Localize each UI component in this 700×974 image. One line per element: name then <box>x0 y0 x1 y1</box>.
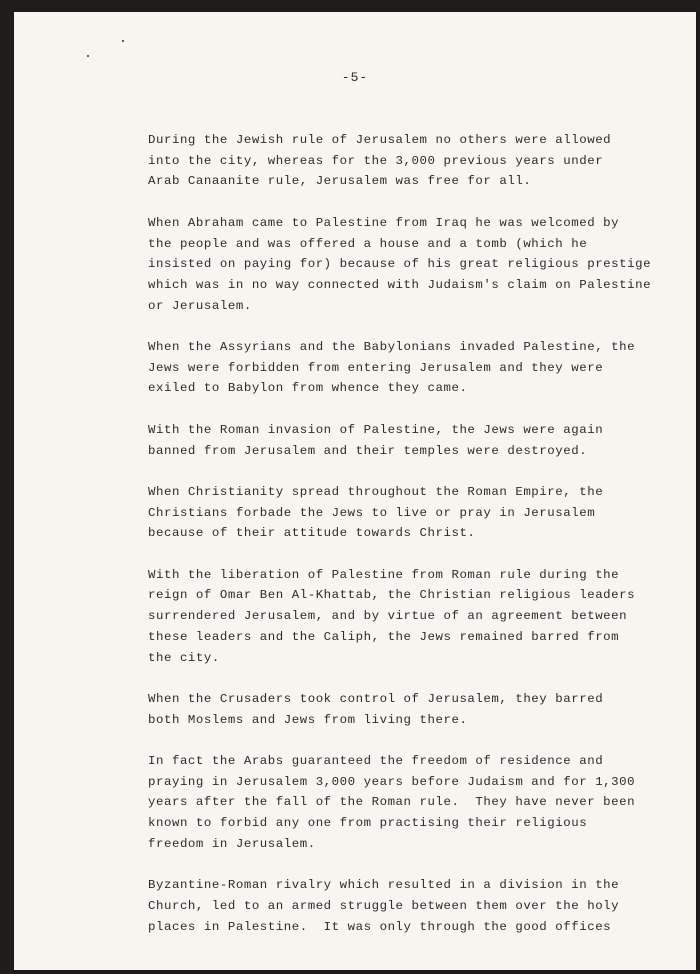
text-line: reign of Omar Ben Al-Khattab, the Christian religious leaders <box>148 588 636 603</box>
text-line: insisted on paying for) because of his great religious prestige <box>148 257 652 272</box>
text-line: the people and was offered a house and a tomb (which he <box>148 236 588 251</box>
text-line: In fact the Arabs guaranteed the freedom of residence and <box>148 753 604 768</box>
text-line: When the Assyrians and the Babylonians invaded Palestine, the <box>148 340 636 354</box>
text-line: these leaders and the Caliph, the Jews remained barred from <box>148 629 620 644</box>
text-line: Jews were forbidden from entering Jerusalem and they were <box>148 360 604 375</box>
text-line: years after the fall of the Roman rule. They have never been <box>148 795 636 810</box>
text-line: the city. <box>148 650 220 665</box>
paragraph <box>148 751 688 855</box>
paragraph <box>148 130 688 192</box>
paragraph <box>148 337 688 399</box>
text-line: When the Crusaders took control of Jerusalem, they barred <box>148 691 604 706</box>
text-line: both Moslems and Jews from living there. <box>148 712 468 727</box>
paragraph <box>148 213 688 317</box>
paragraph <box>148 482 688 544</box>
text-line: Church, led to an armed struggle between them over the holy <box>148 898 620 913</box>
text-line: When Christianity spread throughout the Roman Empire, the <box>148 484 604 499</box>
text-line: which was in no way connected with Judaism's claim on Palestine <box>148 277 652 292</box>
text-line: During the Jewish rule of Jerusalem no others were allowed <box>148 133 612 147</box>
paragraph <box>148 875 688 937</box>
text-line: With the Roman invasion of Palestine, the Jews were again <box>148 422 604 437</box>
text-line: Byzantine-Roman rivalry which resulted in a division in the <box>148 878 620 893</box>
page-number: -5- <box>341 70 369 85</box>
text-line: because of their attitude towards Christ. <box>148 526 476 541</box>
text-line: Christians forbade the Jews to live or pray in Jerusalem <box>148 505 596 520</box>
document-body <box>148 130 688 958</box>
text-line: With the liberation of Palestine from Roman rule during the <box>148 567 620 582</box>
paragraph <box>148 689 688 730</box>
document-page <box>14 12 696 970</box>
text-line: freedom in Jerusalem. <box>148 836 316 851</box>
text-line: exiled to Babylon from whence they came. <box>148 381 468 396</box>
ink-speck <box>87 55 89 57</box>
text-line: praying in Jerusalem 3,000 years before Judaism and for 1,300 <box>148 774 636 789</box>
text-line: banned from Jerusalem and their temples were destroyed. <box>148 443 588 458</box>
text-line: or Jerusalem. <box>148 298 252 313</box>
text-line: Arab Canaanite rule, Jerusalem was free for all. <box>148 174 532 189</box>
text-line: When Abraham came to Palestine from Iraq he was welcomed by <box>148 215 620 230</box>
text-line: into the city, whereas for the 3,000 previous years under <box>148 153 604 168</box>
text-line: surrendered Jerusalem, and by virtue of an agreement between <box>148 609 628 624</box>
text-line: places in Palestine. It was only through the good offices <box>148 919 612 934</box>
paragraph <box>148 565 688 669</box>
text-line: known to forbid any one from practising their religious <box>148 816 588 831</box>
ink-speck <box>122 40 124 42</box>
paragraph <box>148 420 688 461</box>
